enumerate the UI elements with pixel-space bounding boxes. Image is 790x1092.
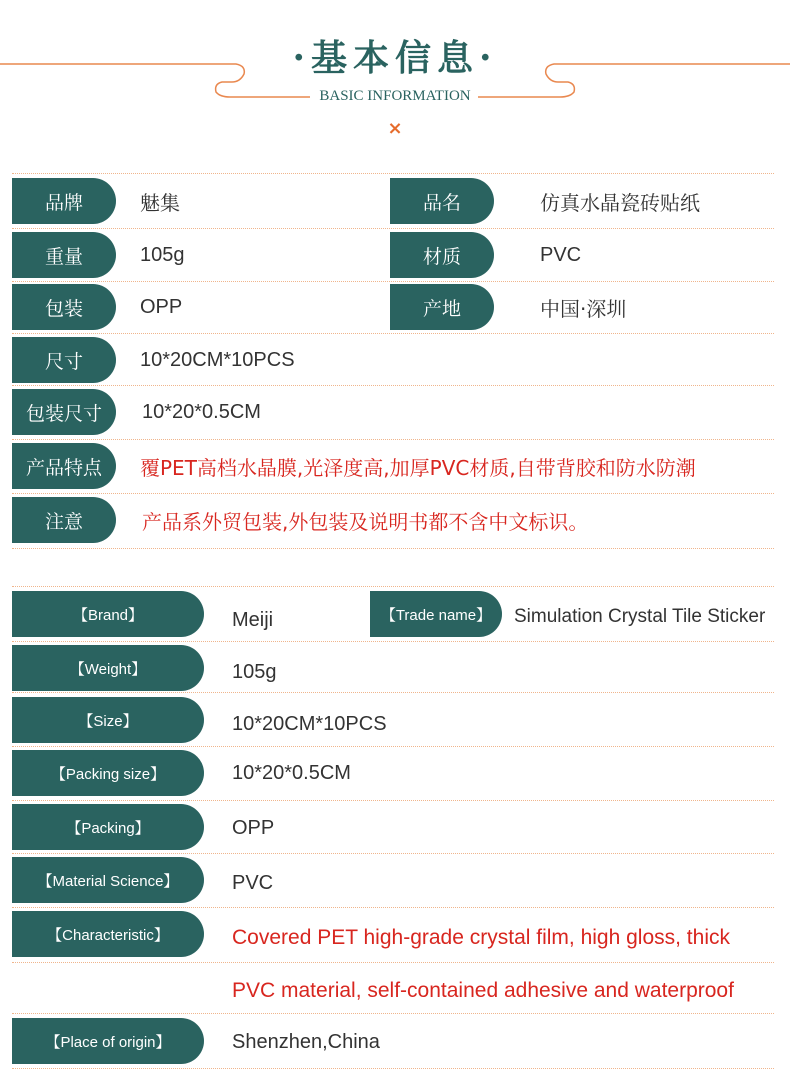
value-packing-size-cn: 10*20*0.5CM bbox=[142, 400, 261, 423]
value-packing-en: OPP bbox=[232, 816, 275, 839]
label-packing-cn: 包装 bbox=[12, 284, 116, 330]
divider bbox=[12, 800, 774, 801]
value-name-cn: 仿真水晶瓷砖贴纸 bbox=[540, 190, 700, 215]
value-origin-cn: 中国·深圳 bbox=[540, 296, 627, 321]
divider bbox=[12, 586, 774, 587]
value-packing-cn: OPP bbox=[140, 295, 183, 318]
divider bbox=[12, 1068, 774, 1069]
label-weight-en: 【Weight】 bbox=[12, 645, 204, 691]
page-title: ·基本信息· bbox=[292, 37, 498, 79]
divider bbox=[12, 281, 774, 282]
value-characteristic-en: Covered PET high-grade crystal film, high gloss, thick bbox=[232, 926, 730, 949]
section-header bbox=[0, 0, 790, 150]
value-notice-cn: 产品系外贸包装,外包装及说明书都不含中文标识。 bbox=[142, 509, 589, 534]
label-material-en: 【Material Science】 bbox=[12, 857, 204, 903]
divider bbox=[12, 173, 774, 174]
page-subtitle: BASIC INFORMATION bbox=[319, 88, 471, 104]
label-packing-size-cn: 包装尺寸 bbox=[12, 389, 116, 435]
value-trade-name-en: Simulation Crystal Tile Sticker bbox=[514, 606, 766, 627]
divider bbox=[12, 439, 774, 440]
label-origin-cn: 产地 bbox=[390, 284, 494, 330]
value-brand-cn: 魅集 bbox=[140, 190, 180, 215]
label-packing-en: 【Packing】 bbox=[12, 804, 204, 850]
divider bbox=[12, 692, 774, 693]
label-brand-cn: 品牌 bbox=[12, 178, 116, 224]
value-weight-cn: 105g bbox=[140, 243, 185, 266]
label-weight-cn: 重量 bbox=[12, 232, 116, 278]
value-brand-en: Meiji bbox=[232, 608, 274, 631]
value-feature-cn: 覆PET高档水晶膜,光泽度高,加厚PVC材质,自带背胶和防水防潮 bbox=[140, 455, 696, 480]
divider bbox=[12, 907, 774, 908]
label-feature-cn: 产品特点 bbox=[12, 443, 116, 489]
label-origin-en: 【Place of origin】 bbox=[12, 1018, 204, 1064]
divider bbox=[12, 385, 774, 386]
divider bbox=[12, 333, 774, 334]
value-packing-size-en: 10*20*0.5CM bbox=[232, 761, 351, 784]
value-material-cn: PVC bbox=[540, 243, 582, 266]
divider bbox=[12, 962, 774, 963]
value-origin-en: Shenzhen,China bbox=[232, 1030, 380, 1053]
divider bbox=[12, 228, 774, 229]
label-brand-en: 【Brand】 bbox=[12, 591, 204, 637]
value-material-en: PVC bbox=[232, 871, 274, 894]
close-icon: × bbox=[387, 118, 403, 139]
label-size-cn: 尺寸 bbox=[12, 337, 116, 383]
value-size-en: 10*20CM*10PCS bbox=[232, 712, 387, 735]
label-characteristic-en: 【Characteristic】 bbox=[12, 911, 204, 957]
label-name-cn: 品名 bbox=[390, 178, 494, 224]
divider bbox=[12, 853, 774, 854]
label-notice-cn: 注意 bbox=[12, 497, 116, 543]
label-trade-name-en: 【Trade name】 bbox=[370, 591, 502, 637]
divider bbox=[12, 746, 774, 747]
divider bbox=[12, 493, 774, 494]
label-material-cn: 材质 bbox=[390, 232, 494, 278]
divider bbox=[12, 1013, 774, 1014]
divider bbox=[12, 548, 774, 549]
label-packing-size-en: 【Packing size】 bbox=[12, 750, 204, 796]
value-weight-en: 105g bbox=[232, 660, 277, 683]
value-characteristic-en-cont: PVC material, self-contained adhesive and waterproof bbox=[232, 979, 734, 1002]
label-size-en: 【Size】 bbox=[12, 697, 204, 743]
value-size-cn: 10*20CM*10PCS bbox=[140, 348, 295, 371]
divider bbox=[12, 641, 774, 642]
